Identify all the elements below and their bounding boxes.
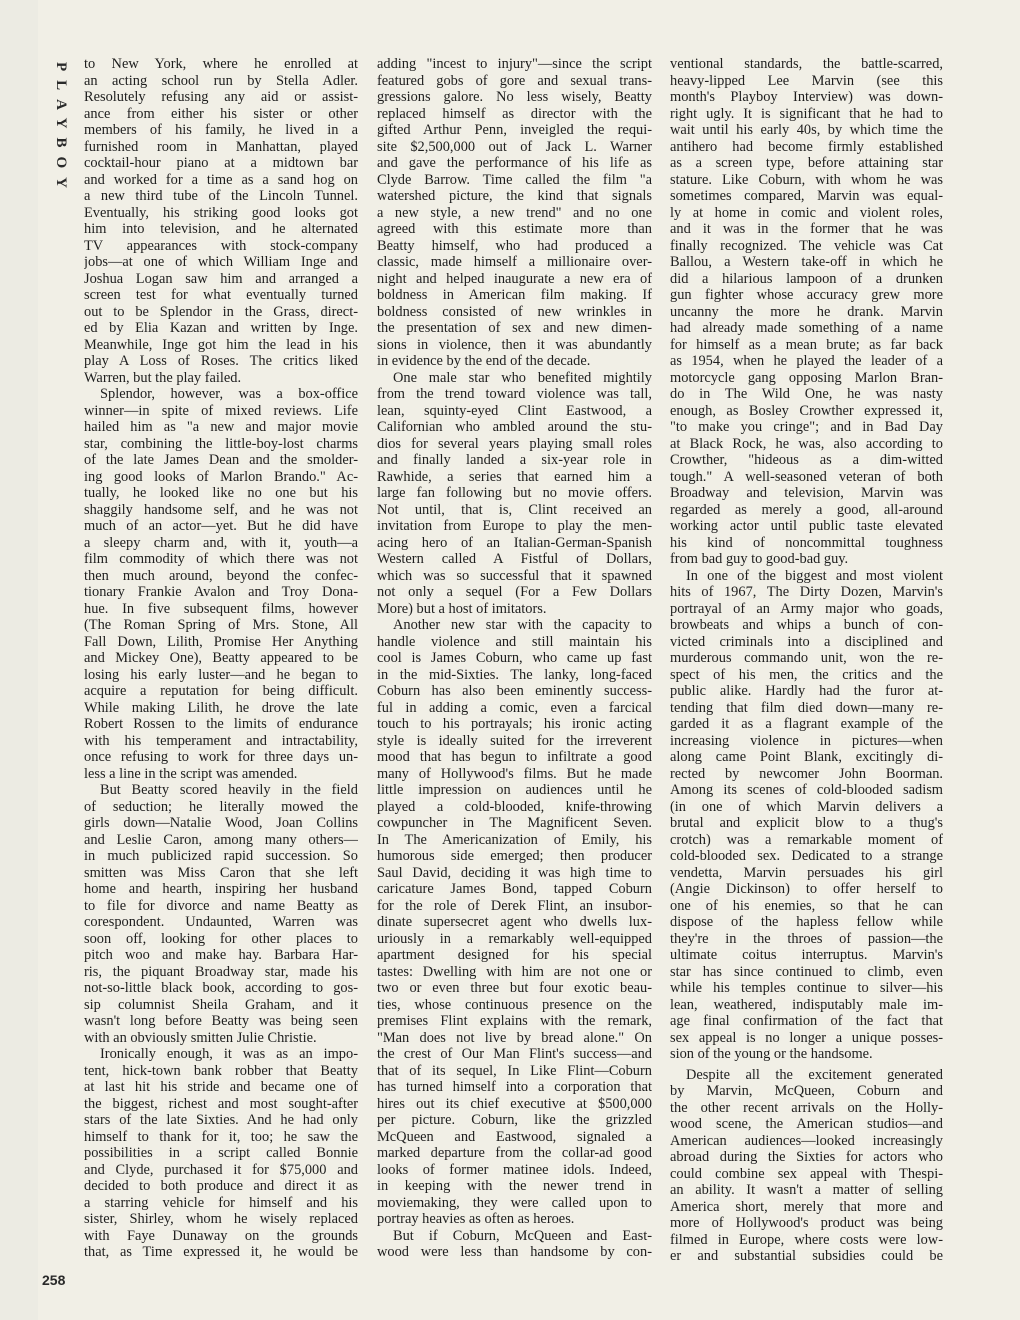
text-line: from the trend toward violence was tall,: [377, 386, 652, 402]
text-line: and worked for a time as a sand hog on: [84, 171, 358, 188]
text-line: touch to his portrayals; his ironic acting: [377, 716, 652, 732]
text-line: motorcycle gang opposing Marlon Bran-: [670, 369, 943, 386]
text-line: abroad during the Sixties for actors who: [670, 1149, 943, 1165]
text-line: site $2,500,000 out of Jack L. Warner: [377, 138, 652, 155]
text-line: along came Point Blank, excitingly di-: [670, 749, 943, 765]
text-line: heavy-lipped Lee Marvin (see this: [670, 72, 943, 89]
text-line: dinate supersecret agent who dwells lux-: [377, 914, 652, 930]
text-line: that of its sequel, In Like Flint—Coburn: [377, 1062, 652, 1079]
text-line: premises Flint explains with the remark,: [377, 1013, 652, 1029]
text-line: by Marvin, McQueen, Coburn and: [670, 1083, 943, 1099]
text-line: agreed with this estimate more than: [377, 221, 652, 237]
text-line: sister, Shirley, whom he wisely replaced: [84, 1211, 358, 1227]
text-line: star, combining the little-boy-lost charms: [84, 435, 358, 452]
text-line: Crowther, "hideous as a dim-witted: [670, 452, 943, 468]
text-line: and Clyde, purchased it for $75,000 and: [84, 1161, 358, 1178]
text-line: Despite all the excitement generated: [686, 1066, 943, 1083]
text-line: did a hilarious lampoon of a drunken: [670, 270, 943, 287]
text-line: mood that has begun to infiltrate a good: [377, 749, 652, 765]
text-line: himself to thank for it, too; he saw the: [84, 1128, 358, 1145]
text-line: wasn't long before Beatty was being seen: [84, 1013, 358, 1029]
text-line: browbeats and whips a bunch of con-: [670, 617, 943, 633]
text-line: little impression on audiences until he: [377, 782, 652, 798]
text-line: Robert Rossen to the limits of endurance: [84, 716, 358, 732]
text-line: classic, made himself a millionaire over-: [377, 254, 652, 270]
text-line: month's Playboy Interview) was down-: [670, 89, 943, 105]
text-line: ance from either his sister or other: [84, 105, 358, 122]
text-line: losing his early luster—and he began to: [84, 666, 358, 683]
text-line: in the mid-Sixties. The lanky, long-faced: [377, 666, 652, 683]
text-line: cold-blooded sex. Dedicated to a strange: [670, 848, 943, 864]
text-line: furnished room in Manhattan, played: [84, 138, 358, 155]
magazine-running-title: PLAYBOY: [53, 62, 69, 197]
text-line: moviemaking, they were called upon to: [377, 1194, 652, 1211]
text-line: marked departure from the collar-ad good: [377, 1145, 652, 1161]
text-line: they're in the throes of passion—the: [670, 930, 943, 947]
text-line: Splendor, however, was a box-office: [100, 386, 358, 402]
text-line: finally recognized. The vehicle was Cat: [670, 237, 943, 254]
text-line: much of an actor—yet. But he did have: [84, 518, 358, 534]
text-line: "to make you cringe"; and in Bad Day: [670, 419, 943, 435]
text-line: acquire a reputation for being difficult.: [84, 683, 358, 699]
text-line: and gave the performance of his life as: [377, 155, 652, 171]
text-line: gressions galore. No less wisely, Beatty: [377, 89, 652, 105]
text-line: stature. Like Coburn, with whom he was: [670, 171, 943, 188]
text-line: apartment designed for his special: [377, 947, 652, 963]
text-line: boldness consisted of new wrinkles in: [377, 303, 652, 320]
text-line: Ironically enough, it was as an impo-: [100, 1046, 358, 1062]
text-line: working actor until public taste elevated: [670, 518, 943, 534]
text-line: wood were less than handsome by con-: [377, 1244, 652, 1260]
text-line: shaggily handsome self, and he was not: [84, 501, 358, 518]
page-number: 258: [42, 1272, 66, 1288]
text-line: for the role of Derek Flint, an insubor-: [377, 897, 652, 914]
text-line: per picture. Coburn, like the grizzled: [377, 1112, 652, 1128]
text-line: Another new star with the capacity to: [393, 617, 652, 633]
text-line: Saul David, deciding it was high time to: [377, 864, 652, 881]
text-line: tending that film died down—many re-: [670, 699, 943, 716]
text-line: Beatty himself, who had produced a: [377, 237, 652, 254]
text-line: brutal and explicit blow to a thug's: [670, 815, 943, 831]
text-line: replaced himself as director with the: [377, 105, 652, 122]
text-line: boldness in American film making. If: [377, 287, 652, 303]
text-line: has turned himself into a corporation that: [377, 1079, 652, 1095]
text-line: more of Hollywood's product was being: [670, 1215, 943, 1231]
text-line: regarded as merely a good, all-around: [670, 501, 943, 518]
text-line: sion of the young or the handsome.: [670, 1046, 873, 1062]
text-line: hailed him as "a new and major movie: [84, 419, 358, 435]
text-line: gifted Arthur Penn, inveigled the requi-: [377, 122, 652, 138]
text-line: tough." A well-seasoned veteran of both: [670, 468, 943, 485]
text-line: McQueen and Eastwood, signaled a: [377, 1128, 652, 1145]
text-line: portray heavies as often as heroes.: [377, 1211, 575, 1227]
text-line: ventional standards, the battle-scarred,: [670, 56, 943, 72]
text-line: a new style, a new trend" and no one: [377, 204, 652, 221]
text-line: the biggest, richest and most sought-after: [84, 1095, 358, 1112]
text-line: out to be Splendor in the Grass, direct-: [84, 303, 358, 320]
text-line: invitation from Europe to play the men-: [377, 518, 652, 534]
text-line: hires out its chief executive at $500,000: [377, 1095, 652, 1112]
text-line: Among its scenes of cold-blooded sadism: [670, 782, 943, 798]
text-line: girls down—Natalie Wood, Joan Collins: [84, 815, 358, 831]
text-line: spect of his men, the critics and the: [670, 666, 943, 683]
text-line: in evidence by the end of the decade.: [377, 353, 591, 369]
text-line: to New York, where he enrolled at: [84, 56, 358, 72]
text-line: While making Lilith, he drove the late: [84, 699, 358, 716]
text-line: More) but a host of imitators.: [377, 600, 547, 617]
text-line: Rawhide, a series that earned him a: [377, 468, 652, 485]
text-line: played a cold-blooded, knife-throwing: [377, 798, 652, 815]
text-line: acing hero of an Italian-German-Spanish: [377, 534, 652, 551]
text-line: uriously in a remarkably well-equipped: [377, 930, 652, 947]
text-line: style is ideally suited for the irreverent: [377, 732, 652, 749]
text-line: Not until, that is, Clint received an: [377, 501, 652, 518]
text-line: an ability. It wasn't a matter of selling: [670, 1182, 943, 1198]
text-line: dispose of the hapless fellow while: [670, 914, 943, 930]
text-line: One male star who benefited mightily: [393, 369, 652, 386]
text-line: ties, whose continuous presence on the: [377, 996, 652, 1013]
text-line: antihero had become firmly established: [670, 138, 943, 155]
text-line: corespondent. Undaunted, Warren was: [84, 914, 358, 930]
text-line: murderous commando unit, won the re-: [670, 650, 943, 666]
text-line: not-so-little black book, according to gos-: [84, 980, 358, 996]
text-line: TV appearances with stock-company: [84, 237, 358, 254]
text-line: and finally landed a six-year role in: [377, 452, 652, 468]
text-line: two or even three but four exotic beau-: [377, 980, 652, 996]
text-column-2: [377, 56, 652, 1261]
text-line: sex appeal is no longer a unique posses-: [670, 1029, 943, 1046]
text-line: Ballou, a Western take-off in which he: [670, 254, 943, 270]
text-line: while his temples continue to silver—his: [670, 980, 943, 996]
text-line: had already made something of a name: [670, 320, 943, 336]
text-line: (Angie Dickinson) to offer herself to: [670, 881, 943, 897]
text-line: from bad guy to good-bad guy.: [670, 551, 849, 567]
text-line: many of Hollywood's films. But he made: [377, 765, 652, 782]
text-line: jobs—at one of which William Inge and: [84, 254, 358, 270]
text-line: decided to both produce and direct it as: [84, 1178, 358, 1194]
text-line: in keeping with the newer trend in: [377, 1178, 652, 1194]
text-line: as a screen type, before attaining star: [670, 155, 943, 171]
text-line: tually, he looked like no one but his: [84, 485, 358, 501]
text-line: dios for several years playing small roles: [377, 435, 652, 452]
text-line: Warren, but the play failed.: [84, 369, 242, 386]
text-line: and it was in the former that he was: [670, 221, 943, 237]
text-line: ful in adding a comic, even a farcical: [377, 699, 652, 716]
text-line: an acting school run by Stella Adler.: [84, 72, 358, 89]
text-line: crotch) was a remarkable moment of: [670, 831, 943, 848]
text-line: and Mickey One), Beatty appeared to be: [84, 650, 358, 666]
page-margin: [0, 0, 38, 1320]
text-line: winner—in spite of mixed reviews. Life: [84, 402, 358, 419]
text-line: Joshua Logan saw him and arranged a: [84, 270, 358, 287]
text-line: enough, as Bosley Crowther expressed it,: [670, 402, 943, 419]
text-line: with Faye Dunaway on the grounds: [84, 1227, 358, 1244]
text-line: with his temperament and intractability,: [84, 732, 358, 749]
text-line: age final confirmation of the fact that: [670, 1013, 943, 1029]
text-line: Californian who ambled around the stu-: [377, 419, 652, 435]
text-line: caricature James Bond, tapped Coburn: [377, 881, 652, 897]
text-line: right ugly. It is significant that he had to: [670, 105, 943, 122]
text-line: a new third tube of the Lincoln Tunnel.: [84, 188, 358, 204]
text-line: wood scene, the American studios—and: [670, 1116, 943, 1132]
text-line: that, as Time expressed it, he would be: [84, 1244, 358, 1260]
text-line: for himself as a mean brute; as far back: [670, 336, 943, 353]
text-line: gun fighter whose accuracy grew more: [670, 287, 943, 303]
text-line: once refusing to work for three days un-: [84, 749, 358, 765]
text-line: with an obviously smitten Julie Christie.: [84, 1029, 317, 1046]
text-line: Western called A Fistful of Dollars,: [377, 551, 652, 567]
text-line: the presentation of sex and new dimen-: [377, 320, 652, 336]
text-line: (The Roman Spring of Mrs. Stone, All: [84, 617, 358, 633]
text-line: But Beatty scored heavily in the field: [100, 782, 358, 798]
text-line: public alike. Hardly had the furor at-: [670, 683, 943, 699]
text-line: night and helped inaugurate a new era of: [377, 270, 652, 287]
text-line: America short, merely that more and: [670, 1198, 943, 1215]
text-line: In one of the biggest and most violent: [686, 567, 943, 584]
text-line: ly at home in comic and violent roles,: [670, 204, 943, 221]
text-line: Fall Down, Lilith, Promise Her Anything: [84, 633, 358, 650]
text-line: screen test for what eventually turned: [84, 287, 358, 303]
text-line: er and substantial subsidies could be: [670, 1248, 943, 1264]
text-line: him into television, and he alternated: [84, 221, 358, 237]
text-column-3: [670, 56, 943, 1265]
text-line: a sleepy charm and, with it, youth—a: [84, 534, 358, 551]
text-line: Clyde Barrow. Time called the film "a: [377, 171, 652, 188]
text-line: could combine sex appeal with Thespi-: [670, 1165, 943, 1182]
text-line: vendetta, Marvin persuades his girl: [670, 864, 943, 881]
text-line: in much publicized rapid succession. So: [84, 848, 358, 864]
text-line: tionary Frankie Avalon and Troy Dona-: [84, 584, 358, 600]
text-line: film commodity of which there was not: [84, 551, 358, 567]
text-line: lean, weathered, indisputably male im-: [670, 996, 943, 1013]
text-line: Meanwhile, Inge got him the lead in his: [84, 336, 358, 353]
text-line: tastes: Dwelling with him are not one or: [377, 963, 652, 980]
text-line: watershed picture, the kind that signals: [377, 188, 652, 204]
text-line: featured gobs of gore and sexual trans-: [377, 72, 652, 89]
text-line: Resolutely refusing any aid or assist-: [84, 89, 358, 105]
text-line: cool is James Coburn, who came up fast: [377, 650, 652, 666]
text-line: garded it as a flagrant example of the: [670, 716, 943, 732]
text-line: and Leslie Caron, among many others—: [84, 831, 358, 848]
text-line: hits of 1967, The Dirty Dozen, Marvin's: [670, 584, 943, 600]
text-line: a starring vehicle for himself and his: [84, 1194, 358, 1211]
text-line: then much around, beyond the confec-: [84, 567, 358, 584]
text-line: as 1954, when he played the leader of a: [670, 353, 943, 369]
text-line: portrayal of an Army major who goads,: [670, 600, 943, 617]
text-line: sometimes compared, Marvin was equal-: [670, 188, 943, 204]
text-line: handle violence and still maintain his: [377, 633, 652, 650]
text-line: increasing violence in pictures—when: [670, 732, 943, 749]
text-line: In The Americanization of Emily, his: [377, 831, 652, 848]
text-line: filmed in Europe, where costs were low-: [670, 1231, 943, 1248]
text-line: one of his enemies, so that he can: [670, 897, 943, 914]
text-line: ed by Elia Kazan and written by Inge.: [84, 320, 358, 336]
text-line: Eventually, his striking good looks got: [84, 204, 358, 221]
text-line: victed criminals into a disciplined and: [670, 633, 943, 650]
text-line: looks of former matinee idols. Indeed,: [377, 1161, 652, 1178]
text-line: the crest of Our Man Flint's success—and: [377, 1046, 652, 1062]
text-line: ultimate coitus interruptus. Marvin's: [670, 947, 943, 963]
text-line: wait until his early 40s, by which time the: [670, 122, 943, 138]
text-line: home and hearth, inspiring her husband: [84, 881, 358, 897]
text-line: humorous side emerged; then producer: [377, 848, 652, 864]
text-line: his kind of noncommittal toughness: [670, 534, 943, 551]
text-line: do in The Wild One, he was nasty: [670, 386, 943, 402]
text-line: soon off, looking for other places to: [84, 930, 358, 947]
text-column-1: [84, 56, 358, 1261]
text-line: uncanny the more he drank. Marvin: [670, 303, 943, 320]
text-line: less a line in the script was amended.: [84, 765, 298, 782]
text-line: of seduction; he literally mowed the: [84, 798, 358, 815]
text-line: adding "incest to injury"—since the script: [377, 56, 652, 72]
text-line: Coburn has also been eminently success-: [377, 683, 652, 699]
text-line: lean, squinty-eyed Clint Eastwood, a: [377, 402, 652, 419]
text-line: sions in violence, then it was abundantly: [377, 336, 652, 353]
text-line: ing good looks of Marlon Brando." Ac-: [84, 468, 358, 485]
text-line: of the late James Dean and the smolder-: [84, 452, 358, 468]
text-line: the other recent arrivals on the Holly-: [670, 1099, 943, 1116]
text-line: hue. In five subsequent films, however: [84, 600, 358, 617]
text-line: possibilities in a script called Bonnie: [84, 1145, 358, 1161]
text-line: star has since continued to climb, even: [670, 963, 943, 980]
text-line: at last hit his stride and became one of: [84, 1079, 358, 1095]
text-line: pitch woo and make hay. Barbara Har-: [84, 947, 358, 963]
text-line: which was so successful that it spawned: [377, 567, 652, 584]
text-line: cocktail-hour piano at a midtown bar: [84, 155, 358, 171]
text-line: But if Coburn, McQueen and East-: [393, 1227, 652, 1244]
text-line: sip columnist Sheila Graham, and it: [84, 996, 358, 1013]
text-line: "Man does not live by bread alone." On: [377, 1029, 652, 1046]
text-line: cowpuncher in The Magnificent Seven.: [377, 815, 652, 831]
text-line: at Black Rock, he was, also according to: [670, 435, 943, 452]
text-line: large fan following but no movie offers.: [377, 485, 652, 501]
text-line: stars of the late Sixties. And he had only: [84, 1112, 358, 1128]
text-line: play A Loss of Roses. The critics liked: [84, 353, 358, 369]
text-line: (in one of which Marvin delivers a: [670, 798, 943, 815]
text-line: American audiences—looked increasingly: [670, 1132, 943, 1149]
text-line: tent, hick-town bank robber that Beatty: [84, 1062, 358, 1079]
text-line: not only a sequel (For a Few Dollars: [377, 584, 652, 600]
text-line: Broadway and television, Marvin was: [670, 485, 943, 501]
text-line: to file for divorce and name Beatty as: [84, 897, 358, 914]
text-line: members of his family, he lived in a: [84, 122, 358, 138]
text-line: rected by newcomer John Boorman.: [670, 765, 943, 782]
text-line: ris, the piquant Broadway star, made his: [84, 963, 358, 980]
text-line: smitten was Miss Caron that she left: [84, 864, 358, 881]
